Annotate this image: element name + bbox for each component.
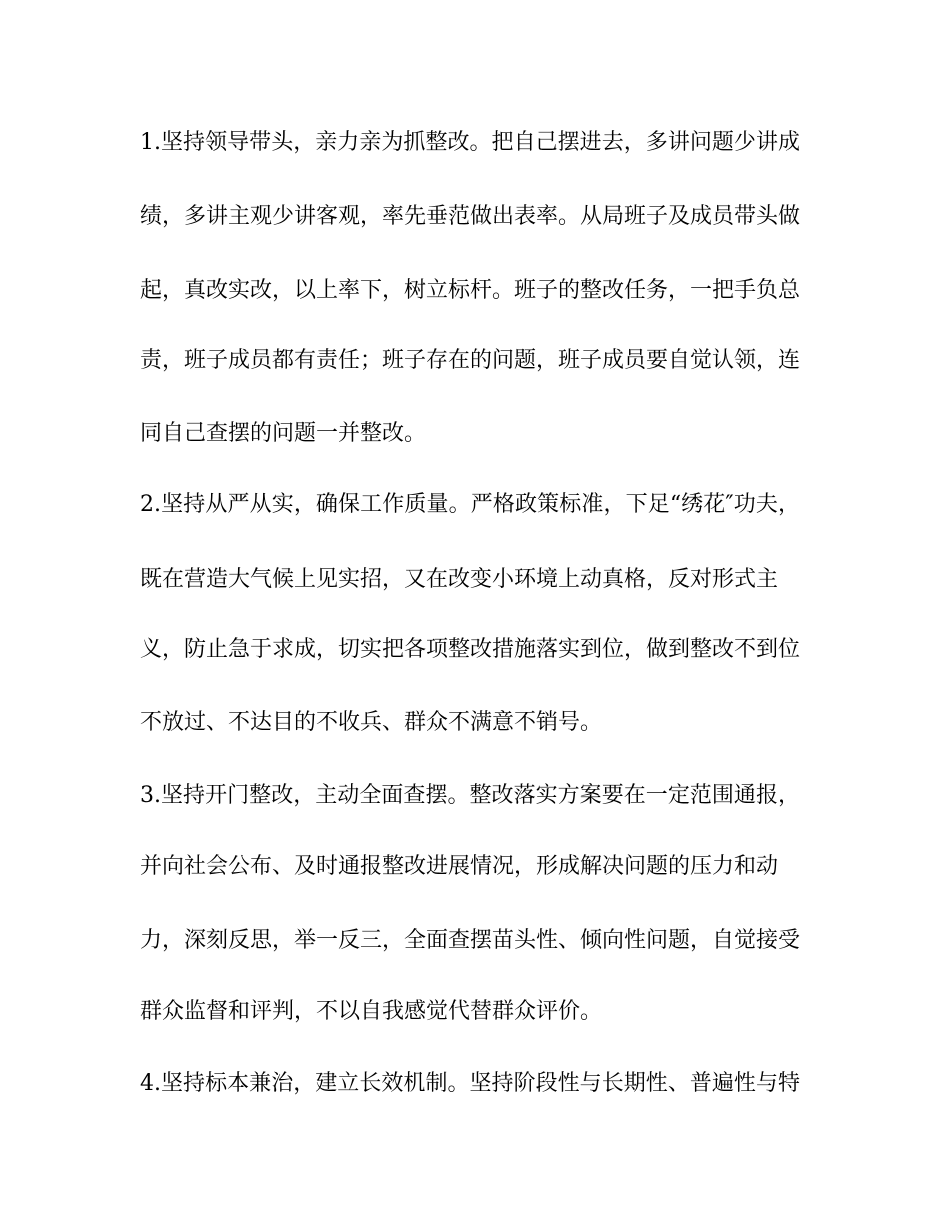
text-line: 1.坚持领导带头，亲力亲为抓整改。把自己摆进去，多讲问题少讲成 xyxy=(140,130,800,155)
text-line: 义，防止急于求成，切实把各项整改措施落实到位，做到整改不到位 xyxy=(140,637,801,662)
text-line: 并向社会公布、及时通报整改进展情况，形成解决问题的压力和动 xyxy=(140,854,779,879)
text-line: 力，深刻反思，举一反三，全面查摆苗头性、倾向性问题，自觉接受 xyxy=(140,928,801,953)
text-line: 2.坚持从严从实，确保工作质量。严格政策标准，下足“绣花″功夫， xyxy=(140,492,800,517)
text-line: 同自己查摆的问题一并整改。 xyxy=(140,421,427,446)
text-line: 既在营造大气候上见实招，又在改变小环境上动真格，反对形式主 xyxy=(140,567,779,592)
text-line: 绩，多讲主观少讲客观，率先垂范做出表率。从局班子及成员带头做 xyxy=(140,204,801,229)
text-line: 起，真改实改，以上率下，树立标杆。班子的整改任务，一把手负总 xyxy=(140,278,801,303)
text-line: 群众监督和评判，不以自我感觉代替群众评价。 xyxy=(140,999,603,1024)
text-line: 3.坚持开门整改，主动全面查摆。整改落实方案要在一定范围通报， xyxy=(140,783,800,808)
text-line: 4.坚持标本兼治，建立长效机制。坚持阶段性与长期性、普遍性与特 xyxy=(140,1071,800,1096)
text-line: 责，班子成员都有责任；班子存在的问题，班子成员要自觉认领，连 xyxy=(140,348,801,373)
text-line: 不放过、不达目的不收兵、群众不满意不销号。 xyxy=(140,710,603,735)
